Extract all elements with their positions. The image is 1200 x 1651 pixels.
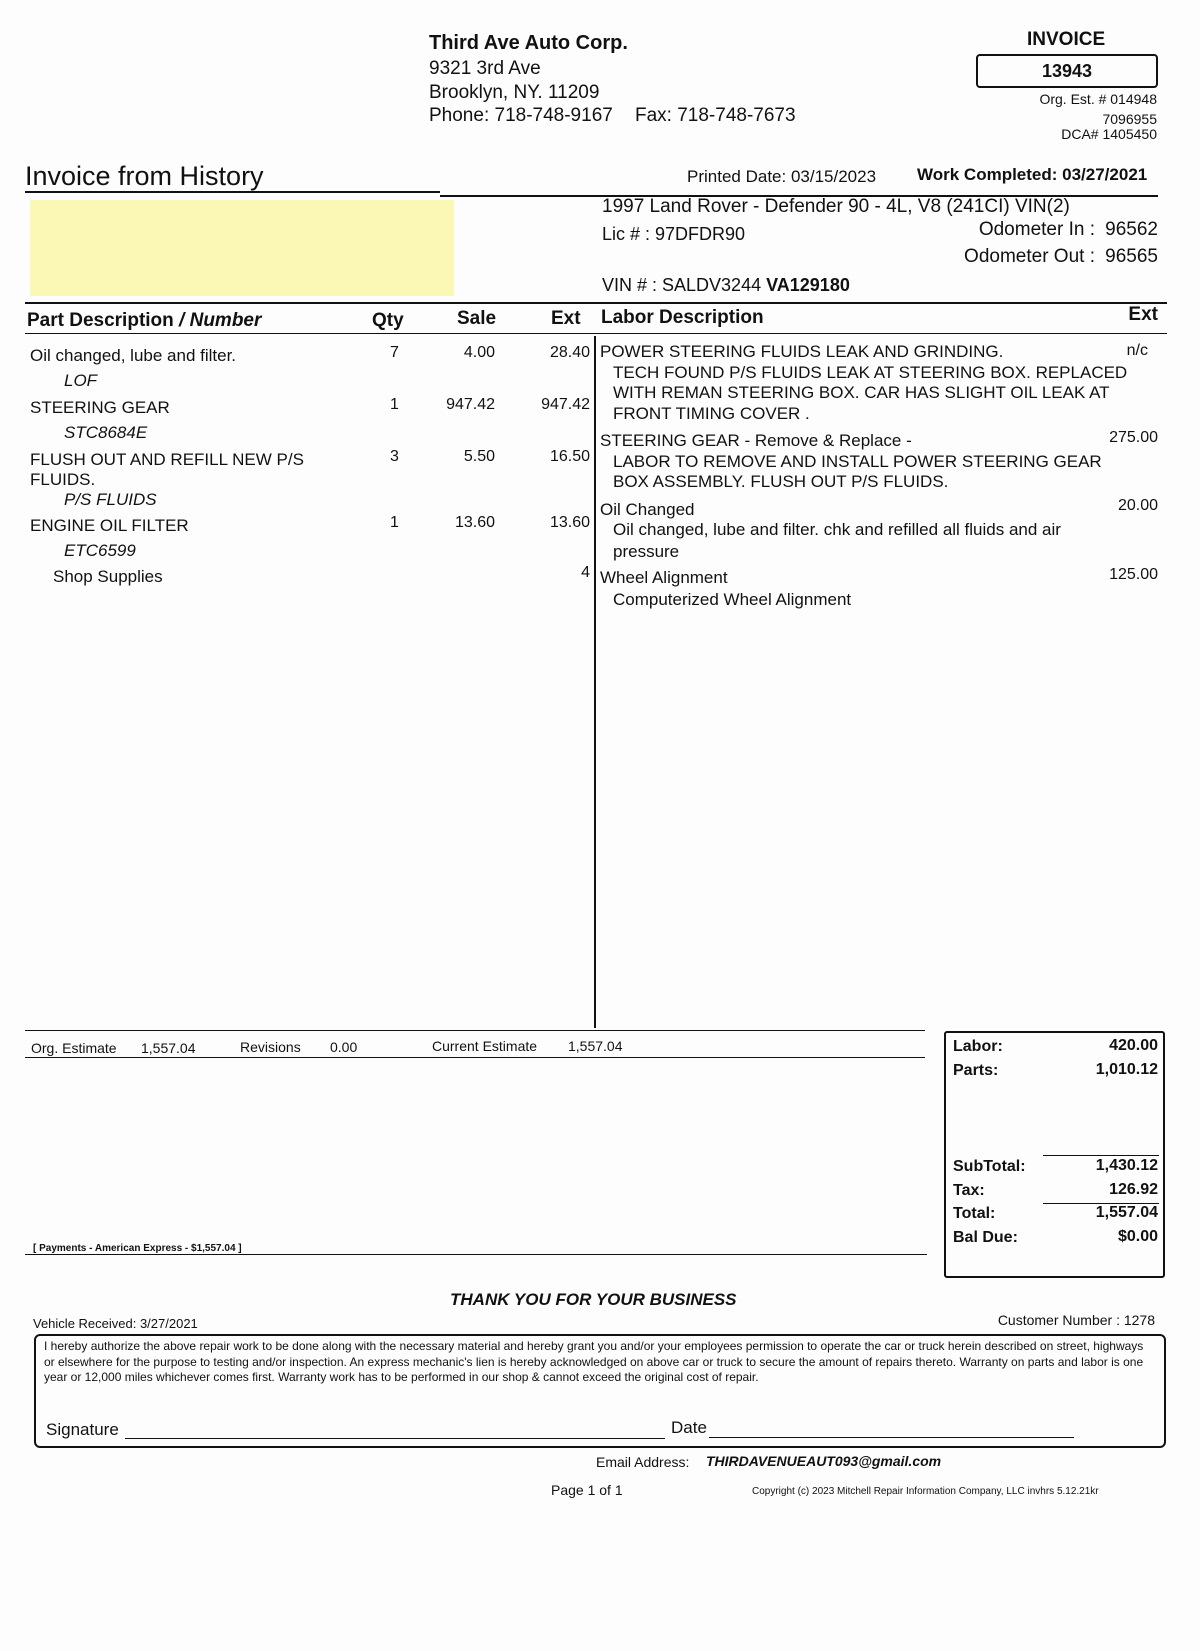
invoice-label: INVOICE [1027, 29, 1106, 50]
page-number: Page 1 of 1 [551, 1482, 623, 1498]
current-estimate-label: Current Estimate [432, 1038, 538, 1054]
part-4-number: ETC6599 [64, 541, 136, 560]
odometer-in-value: 96562 [1105, 219, 1158, 240]
work-completed-date: Work Completed: 03/27/2021 [917, 165, 1148, 184]
revisions-value: 0.00 [330, 1039, 358, 1055]
dca-number: DCA# 1405450 [1061, 126, 1157, 142]
odometer-out-value: 96565 [1105, 246, 1158, 267]
labor-total-value: 420.00 [1109, 1037, 1158, 1054]
labor-4-amount: 125.00 [1109, 566, 1158, 583]
labor-1-line-3: FRONT TIMING COVER . [613, 404, 810, 423]
labor-1-title: POWER STEERING FLUIDS LEAK AND GRINDING. [600, 342, 1004, 361]
redacted-customer-info [30, 200, 454, 296]
labor-3-line-1: Oil changed, lube and filter. chk and refilled all fluids and air [613, 520, 1061, 539]
odometer-out-label: Odometer Out : [964, 246, 1095, 267]
part-1-qty: 7 [390, 344, 399, 361]
part-3-number: P/S FLUIDS [64, 490, 157, 509]
parts-header-number: / Number [179, 310, 262, 331]
part-4-description: ENGINE OIL FILTER [30, 516, 189, 535]
estimate-top-rule [25, 1030, 925, 1031]
parts-header-description: Part Description [27, 310, 174, 331]
tax-value: 126.92 [1109, 1181, 1158, 1198]
license-plate: Lic # : 97DFDR90 [602, 224, 746, 244]
signature-line[interactable] [125, 1438, 665, 1439]
date-line[interactable] [709, 1437, 1074, 1438]
labor-total-label: Labor: [953, 1038, 1003, 1055]
vin-number [602, 275, 850, 296]
total-label: Total: [953, 1205, 996, 1222]
parts-total-label: Parts: [953, 1062, 999, 1079]
labor-1-amount: n/c [1126, 342, 1148, 359]
revisions-label: Revisions [240, 1039, 301, 1055]
shop-name: Third Ave Auto Corp. [429, 32, 628, 54]
copyright-notice: Copyright (c) 2023 Mitchell Repair Information Company, LLC invhrs 5.12.21kr [752, 1486, 1099, 1497]
subtotal-value: 1,430.12 [1095, 1157, 1158, 1174]
part-3-ext: 16.50 [549, 448, 590, 465]
labor-3-title: Oil Changed [600, 500, 695, 519]
part-2-sale: 947.42 [446, 396, 495, 413]
part-3-sale: 5.50 [463, 448, 495, 465]
labor-4-title: Wheel Alignment [600, 568, 728, 587]
table-top-rule [25, 302, 1167, 304]
signature-label: Signature [46, 1420, 119, 1439]
part-4-qty: 1 [390, 514, 399, 531]
parts-header-qty: Qty [372, 310, 404, 331]
labor-header-description: Labor Description [601, 307, 764, 328]
part-1-number: LOF [64, 371, 98, 390]
parts-header [27, 310, 261, 332]
labor-1-line-1: TECH FOUND P/S FLUIDS LEAK AT STEERING BOX. REPLACED [613, 363, 1128, 382]
labor-3-amount: 20.00 [1117, 497, 1158, 514]
reference-number: 7096955 [1102, 111, 1157, 127]
org-estimate-value: 1,557.04 [141, 1040, 196, 1056]
date-label: Date [671, 1418, 707, 1437]
vin-suffix: VA129180 [766, 275, 850, 295]
shop-phone: Phone: 718-748-9167 [429, 105, 613, 126]
subtotal-label: SubTotal: [953, 1158, 1026, 1175]
labor-2-title: STEERING GEAR - Remove & Replace - [600, 431, 912, 450]
parts-header-sale: Sale [457, 308, 497, 329]
org-est-number: Org. Est. # 014948 [1039, 91, 1157, 107]
part-3-qty: 3 [390, 448, 399, 465]
parts-header-ext: Ext [551, 308, 581, 329]
vehicle-received-date: Vehicle Received: 3/27/2021 [33, 1316, 198, 1331]
part-4-ext: 13.60 [549, 514, 590, 531]
authorization-text: I hereby authorize the above repair work to be done along with the necessary material and hereby grant you and/or your employees permission to operate the car or truck herein described on street, highways or elsewhere for the purpose to testing and/or inspection. An express mechanic's lien is hereby acknowledged on above car or truck to secure the amount of repairs thereto. Warranty on parts and labor is one year or 12,000 miles whichever comes first. Warranty work has to be performed in our shop & cannot exceed the original cost of repair. [44, 1339, 1144, 1384]
vehicle-description: 1997 Land Rover - Defender 90 - 4L, V8 (241CI) VIN(2) [602, 196, 1070, 217]
part-3-description: FLUSH OUT AND REFILL NEW P/S [30, 450, 304, 469]
header-bottom-rule [25, 333, 1167, 334]
estimate-bottom-rule [25, 1057, 925, 1058]
thank-you-message: THANK YOU FOR YOUR BUSINESS [450, 1290, 737, 1309]
current-estimate-value: 1,557.04 [568, 1038, 623, 1054]
part-1-description: Oil changed, lube and filter. [30, 346, 237, 365]
org-estimate-label: Org. Estimate [31, 1040, 117, 1056]
vin-prefix: VIN # : SALDV3244 [602, 275, 762, 295]
part-3-description-cont: FLUIDS. [30, 470, 96, 489]
labor-2-line-1: LABOR TO REMOVE AND INSTALL POWER STEERING GEAR [613, 452, 1102, 471]
labor-1-line-2: WITH REMAN STEERING BOX. CAR HAS SLIGHT OIL LEAK AT [613, 383, 1110, 402]
invoice-number-box [976, 54, 1158, 88]
customer-number: Customer Number : 1278 [997, 1312, 1155, 1328]
part-5-ext: 4 [581, 564, 590, 581]
total-value: 1,557.04 [1095, 1204, 1158, 1221]
printed-date: Printed Date: 03/15/2023 [687, 167, 877, 186]
email-label: Email Address: [596, 1454, 690, 1470]
email-address[interactable]: THIRDAVENUEAUT093@gmail.com [706, 1453, 942, 1469]
part-2-description: STEERING GEAR [30, 398, 170, 417]
tax-label: Tax: [953, 1182, 985, 1199]
shop-fax: Fax: 718-748-7673 [635, 105, 796, 126]
labor-header-ext: Ext [1128, 304, 1158, 325]
subtotal-rule [1043, 1155, 1159, 1156]
part-5-description: Shop Supplies [53, 567, 163, 586]
labor-4-line-1: Computerized Wheel Alignment [613, 590, 852, 609]
payments-note: [ Payments - American Express - $1,557.04 ] [33, 1243, 242, 1254]
part-4-sale: 13.60 [454, 514, 495, 531]
balance-due-value: $0.00 [1117, 1228, 1158, 1245]
part-1-ext: 28.40 [549, 344, 590, 361]
page-title: Invoice from History [25, 161, 264, 191]
part-2-number: STC8684E [64, 423, 148, 442]
shop-address-line2: Brooklyn, NY. 11209 [429, 82, 600, 103]
labor-2-line-2: BOX ASSEMBLY. FLUSH OUT P/S FLUIDS. [613, 472, 949, 491]
parts-total-value: 1,010.12 [1095, 1061, 1158, 1078]
part-2-qty: 1 [390, 396, 399, 413]
invoice-number: 13943 [1041, 61, 1093, 81]
part-1-sale: 4.00 [463, 344, 495, 361]
title-underline [25, 191, 440, 193]
column-divider [594, 336, 596, 1028]
payments-rule [25, 1254, 927, 1255]
labor-2-amount: 275.00 [1109, 429, 1158, 446]
part-2-ext: 947.42 [541, 396, 590, 413]
authorization-box [34, 1334, 1166, 1448]
shop-address-line1: 9321 3rd Ave [429, 58, 541, 79]
balance-due-label: Bal Due: [953, 1229, 1018, 1246]
odometer-in-label: Odometer In : [978, 219, 1095, 240]
labor-3-line-2: pressure [613, 542, 680, 561]
